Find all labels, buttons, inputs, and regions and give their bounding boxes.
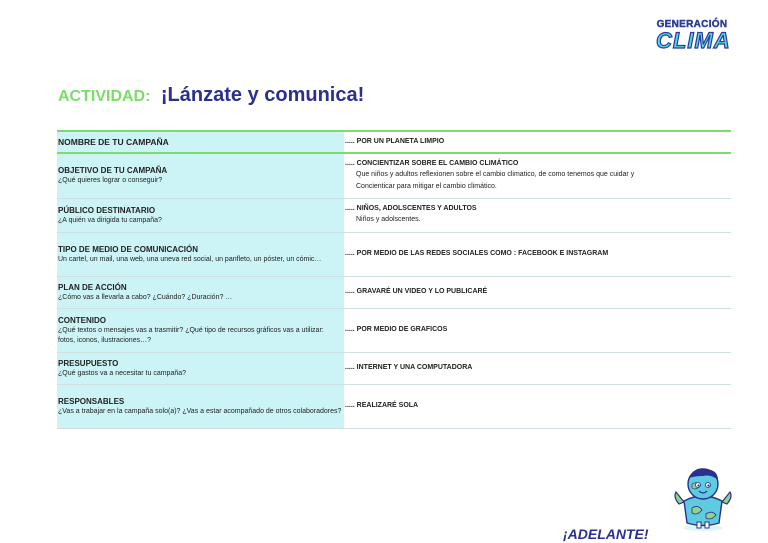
row-answer: ..... INTERNET Y UNA COMPUTADORA <box>345 364 473 371</box>
activity-kicker: ACTIVIDAD: <box>58 88 151 105</box>
row-label-cell <box>57 198 344 232</box>
row-answer-cell[interactable] <box>344 308 731 352</box>
row-question: ¿Qué textos o mensajes vas a trasmitir? ¿Qué tipo de recursos gráficos vas a utilizar: fotos, iconos, ilustraciones…? <box>58 326 324 344</box>
row-label-cell <box>57 153 344 198</box>
row-answer: ..... CONCIENTIZAR SOBRE EL CAMBIO CLIMÁTICO <box>345 159 519 167</box>
generacion-clima-logo <box>656 19 731 59</box>
row-label: CONTENIDO <box>58 315 106 325</box>
table-row <box>57 276 731 308</box>
row-answer: ..... REALIZARÉ SOLA <box>345 402 419 409</box>
table-row <box>57 232 731 276</box>
row-answer-cell[interactable] <box>344 131 731 153</box>
page-title <box>58 84 364 107</box>
row-answer-cell[interactable] <box>344 352 731 384</box>
table-row <box>57 384 731 428</box>
row-answer: ..... POR MEDIO DE GRAFICOS <box>345 326 448 333</box>
row-label: PLAN DE ACCIÓN <box>58 282 127 292</box>
row-answer-cell[interactable] <box>344 153 731 198</box>
row-question: ¿A quién va dirigida tu campaña? <box>58 216 162 224</box>
row-label-cell <box>57 384 344 428</box>
row-answer: ..... POR UN PLANETA LIMPIO <box>345 138 445 145</box>
row-question: Un cartel, un mail, una web, una uneva red social, un panfleto, un póster, un cómic… <box>58 255 322 263</box>
row-label-cell <box>57 352 344 384</box>
table-row <box>57 308 731 352</box>
row-label-cell <box>57 276 344 308</box>
row-label: TIPO DE MEDIO DE COMUNICACIÓN <box>58 244 199 254</box>
row-answer-detail: Que niños y adultos reflexionen sobre el cambio climatico, de como tenemos que cuidar y <box>356 170 635 178</box>
row-question: ¿Vas a trabajar en la campaña solo(a)? ¿Vas a estar acompañado de otros colaboradores? <box>58 407 342 415</box>
row-answer-cell[interactable] <box>344 232 731 276</box>
table-row <box>57 352 731 384</box>
row-answer: ..... NIÑOS, ADOLSCENTES Y ADULTOS <box>345 205 477 212</box>
row-question: ¿Qué quieres lograr o conseguir? <box>58 177 163 185</box>
row-question: ¿Qué gastos va a necesitar tu campaña? <box>58 369 187 377</box>
row-answer: ..... GRAVARÉ UN VIDEO Y LO PUBLICARÉ <box>345 288 488 295</box>
row-label: OBJETIVO DE TU CAMPAÑA <box>58 166 168 176</box>
table-row <box>57 198 731 232</box>
activity-title: ¡Lánzate y comunica! <box>160 84 365 106</box>
row-answer-detail: Niños y adolscentes. <box>356 216 421 223</box>
row-label-cell <box>57 232 344 276</box>
row-label: NOMBRE DE TU CAMPAÑA <box>58 136 169 147</box>
row-answer-detail: Concienticar para mitigar el cambio climático. <box>356 182 497 190</box>
row-label-cell <box>57 131 344 153</box>
row-question: ¿Cómo vas a llevarla a cabo? ¿Cuándo? ¿Duración? … <box>58 293 233 301</box>
row-answer-cell[interactable] <box>344 384 731 428</box>
row-label: PÚBLICO DESTINATARIO <box>58 205 156 215</box>
table-row <box>57 153 731 198</box>
row-label-cell <box>57 308 344 352</box>
logo-line-2: CLIMA <box>656 28 731 53</box>
row-label: PRESUPUESTO <box>58 358 119 368</box>
table-row <box>57 131 731 153</box>
row-label: RESPONSABLES <box>58 396 125 406</box>
logo-line-1: GENERACIÓN <box>656 19 728 30</box>
row-answer-cell[interactable] <box>344 198 731 232</box>
row-answer-cell[interactable] <box>344 276 731 308</box>
earth-mascot-illustration <box>670 464 736 532</box>
adelante-label: ¡ADELANTE! <box>563 526 649 542</box>
campaign-form-table <box>57 130 731 429</box>
row-answer: ..... POR MEDIO DE LAS REDES SOCIALES COMO : FACEBOOK E INSTAGRAM <box>345 250 609 257</box>
